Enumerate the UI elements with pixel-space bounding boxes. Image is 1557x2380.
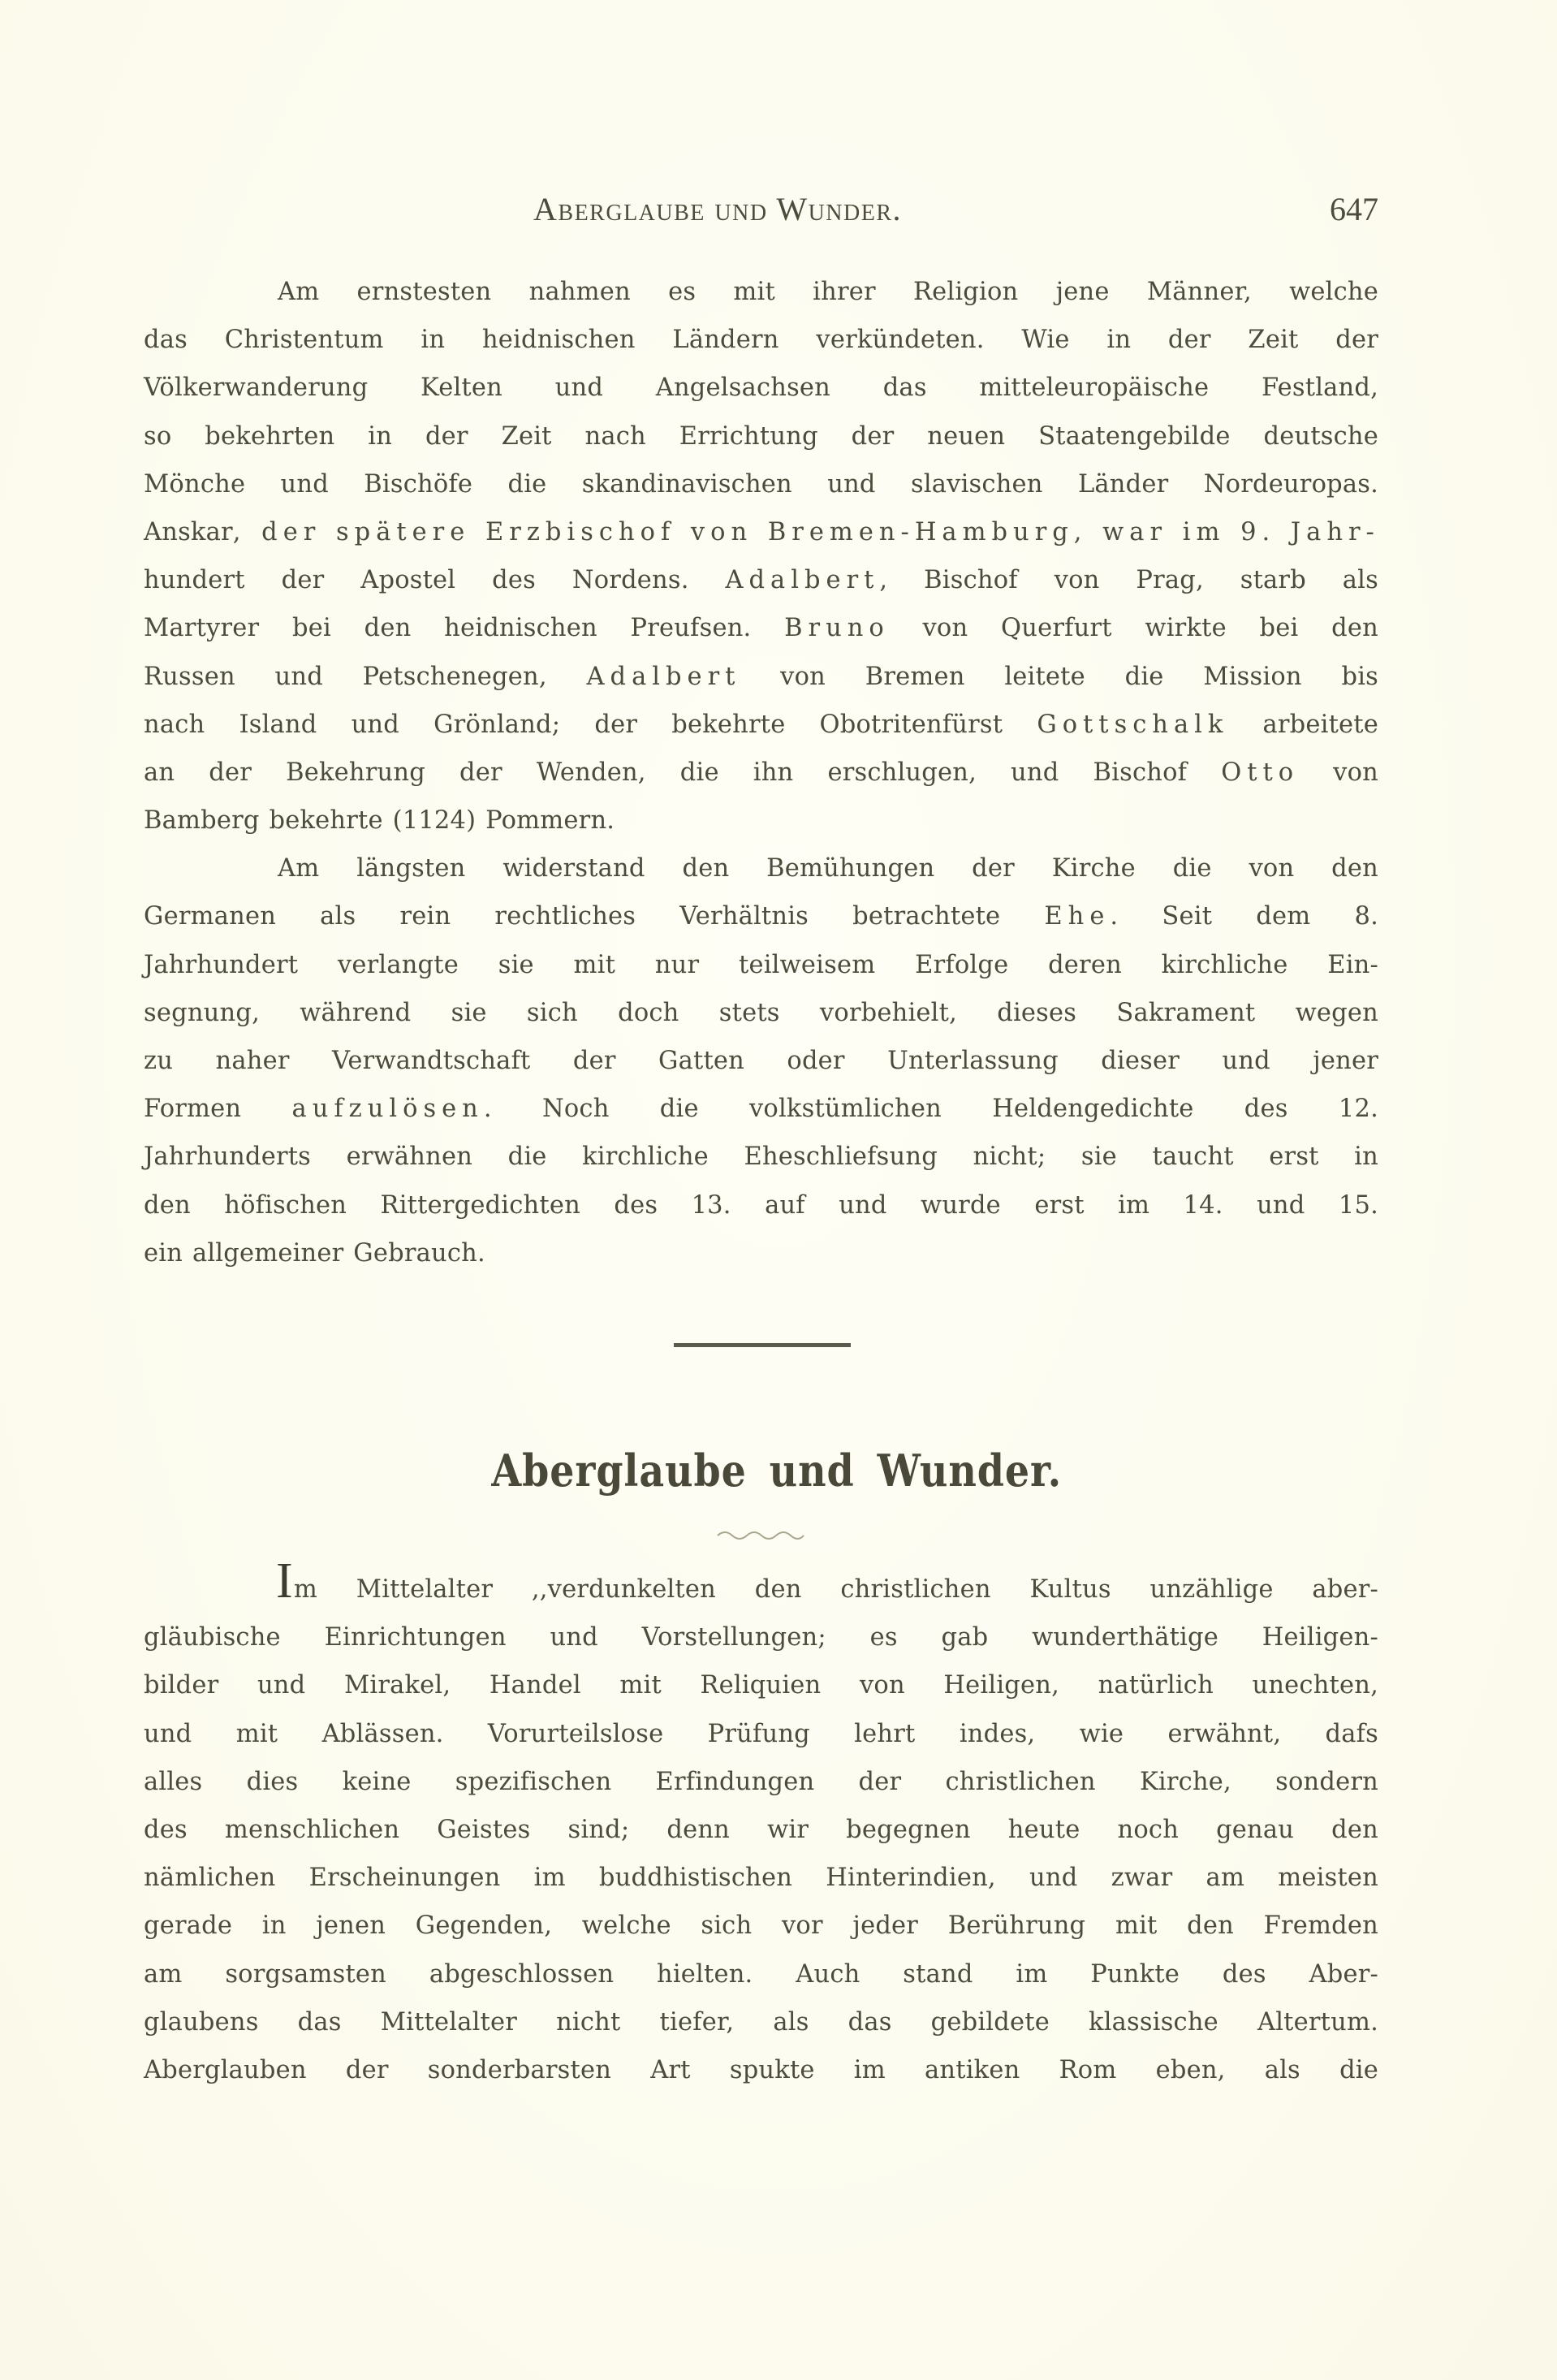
text-line: ein allgemeiner Gebrauch. (144, 1238, 485, 1268)
line-segment: . Seit dem 8. (1110, 902, 1378, 931)
text-line: gerade in jenen Gegenden, welche sich vor jeder Berührung mit den Fremden (144, 1911, 1378, 1941)
text-line (144, 701, 1378, 749)
line-segment: nach Island und Grönland; der bekehrte Obotritenfürst (144, 710, 1037, 739)
text-line (144, 653, 1378, 701)
line-segment: Anskar (144, 517, 233, 546)
line-segment: , Bischof von Prag, starb als (879, 566, 1378, 595)
line-segment: Russen und Petschenegen, (144, 662, 587, 691)
paragraph-superstition (144, 1613, 1378, 2094)
text-line: alles dies keine spezifischen Erfindungen der christlichen Kirche, sondern (144, 1767, 1378, 1796)
text-line: segnung, während sie sich doch stets vorbehielt, dieses Sakrament wegen (144, 998, 1378, 1027)
line-segment: von Querfurt wirkte bei den (889, 614, 1378, 643)
spaced-name: Adalbert (725, 566, 880, 595)
text-line (144, 892, 1378, 940)
text-line: des menschlichen Geistes sind; denn wir begegnen heute noch genau den (144, 1815, 1378, 1844)
chapter-title: Aberglaube und Wunder. (491, 1445, 1063, 1497)
text-line: das Christentum in heidnischen Ländern verkündeten. Wie in der Zeit der (144, 326, 1378, 355)
text-line (144, 604, 1378, 652)
text-line: Völkerwanderung Kelten und Angelsachsen das mitteleuropäische Festland, (144, 374, 1378, 403)
wavy-line-ornament-icon (716, 1528, 805, 1541)
line-segment: an der Bekehrung der Wenden, die ihn erschlugen, und Bischof (144, 758, 1222, 787)
text-line (144, 556, 1378, 604)
body-text-chapter (144, 1553, 1378, 2094)
ornament-wave (718, 1532, 804, 1539)
text-line: so bekehrten in der Zeit nach Errichtung der neuen Staatengebilde deutsche (144, 421, 1378, 451)
text-line: Am ernstesten nahmen es mit ihrer Religion jene Männer, welche (278, 278, 1378, 306)
text-line: Jahrhunderts erwähnen die kirchliche Eheschliefsung nicht; sie taucht erst in (144, 1142, 1378, 1172)
spaced-name: Adalbert (586, 662, 741, 691)
chapter-first-line (144, 1553, 1378, 1613)
text-line: Mönche und Bischöfe die skandinavischen und slavischen Länder Nordeuropas. (144, 469, 1378, 499)
text-line: zu naher Verwandtschaft der Gatten oder Unterlassung dieser und jener (144, 1047, 1378, 1075)
text-line: Aberglauben der sonderbarsten Art spukte im antiken Rom eben, als die (144, 2055, 1378, 2084)
line-segment: Martyrer bei den heidnischen Preufsen. (144, 614, 785, 643)
line-segment: hundert der Apostel des Nordens. (144, 566, 726, 595)
spaced-name: aufzulösen (291, 1095, 484, 1124)
text-line: Bamberg bekehrte (1124) Pommern. (144, 806, 615, 836)
text-line (144, 749, 1378, 797)
paragraph-marriage (144, 844, 1378, 1277)
page-number: 647 (1330, 191, 1378, 227)
running-title: Aberglaube und Wunder. (533, 191, 903, 227)
running-head (144, 192, 1378, 227)
section-divider-rule (674, 1343, 851, 1347)
spaced-name: Bruno (784, 614, 890, 643)
text-line (144, 508, 1378, 556)
line-segment: von Bremen leitete die Mission bis (740, 662, 1378, 691)
text-line (144, 1085, 1378, 1133)
line-segment: von (1299, 758, 1378, 787)
text-line: am sorgsamsten abgeschlossen hielten. Auch stand im Punkte des Aber- (144, 1959, 1378, 1989)
text-line: gläubische Einrichtungen und Vorstellungen; es gab wunderthätige Heiligen- (144, 1623, 1378, 1652)
spaced-name: Otto (1221, 758, 1300, 787)
drop-initial: I (276, 1553, 293, 1609)
text-line: Am längsten widerstand den Bemühungen der Kirche die von den (278, 854, 1378, 883)
line-segment: Formen (144, 1095, 292, 1124)
body-text-top (144, 268, 1378, 1277)
line-segment: . Noch die volkstümlichen Heldengedichte des 12. (483, 1095, 1378, 1124)
line-segment: Germanen als rein rechtliches Verhältnis betrachtete (144, 902, 1045, 931)
first-line-text: m Mittelalter ,,verdunkelten den christlichen Kultus unzählige aber- (293, 1575, 1378, 1604)
text-line: den höfischen Rittergedichten des 13. auf und wurde erst im 14. und 15. (144, 1190, 1378, 1220)
text-line: glaubens das Mittelalter nicht tiefer, als das gebildete klassische Altertum. (144, 2007, 1378, 2037)
text-line: bilder und Mirakel, Handel mit Reliquien von Heiligen, natürlich unechten, (144, 1671, 1378, 1700)
line-segment: arbeitete (1228, 710, 1378, 739)
spaced-name: Ehe (1044, 902, 1111, 931)
text-line: Jahrhundert verlangte sie mit nur teilweisem Erfolge deren kirchliche Ein- (144, 950, 1378, 979)
spaced-name: Gottschalk (1037, 710, 1229, 739)
paragraph-missionaries (144, 268, 1378, 844)
text-line: und mit Ablässen. Vorurteilslose Prüfung lehrt indes, wie erwähnt, dafs (144, 1719, 1378, 1748)
spaced-name: , der spätere Erzbischof von Bremen-Hamburg, war im 9. Jahr- (232, 517, 1380, 546)
text-line: nämlichen Erscheinungen im buddhistischen Hinterindien, und zwar am meisten (144, 1864, 1378, 1893)
